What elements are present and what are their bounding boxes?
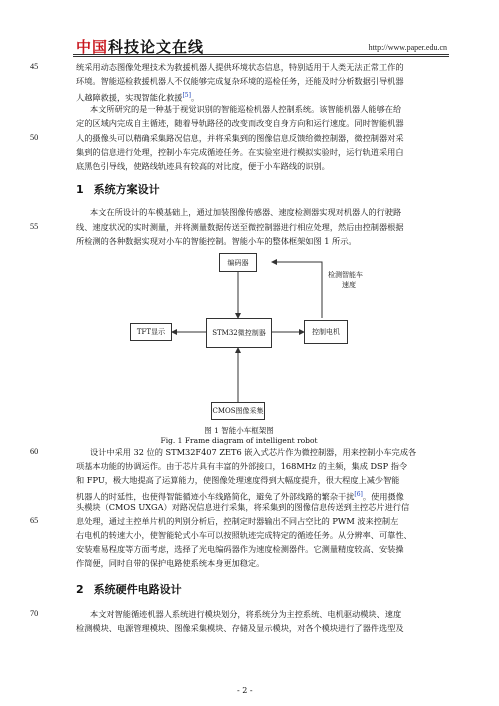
- body-line: 统采用动态图像处理技术为救援机器人提供环境状态信息，特别适用于人类无法正常工作的: [76, 62, 404, 72]
- body-line: 本文在所设计的车模基础上，通过加装图像传感器、速度检测器实现对机器人的行驶路: [90, 207, 402, 217]
- cmos-box: CMOS图像采集: [211, 402, 265, 420]
- section-number: 1: [76, 183, 84, 196]
- body-line: 所检测的各种数据实现对小车的智能控制。智能小车的整体框架如图 1 所示。: [76, 236, 357, 246]
- section-heading: [76, 581, 182, 597]
- body-line: 底黑色引导线，使路线轨迹具有较高的对比度，便于小车路线的识别。: [76, 161, 330, 171]
- body-line: 定的区域内完成自主循迹，随着导轨路径的改变而改变自身方向和运行速度。同时智能机器: [76, 118, 404, 128]
- body-line: [76, 489, 424, 503]
- body-line: 线、速度状况的实时测量，并将测量数据传送至微控制器进行相应处理，然后由控制器根据: [76, 222, 404, 232]
- body-line: 本文所研究的是一种基于视觉识别的智能巡检机器人控制系统。该智能机器人能够在给: [90, 104, 402, 114]
- section-title: 系统硬件电路设计: [93, 583, 182, 596]
- body-line: 头模块（CMOS UXGA）对路况信息进行采集，将采集到的图像信息传送到主控芯片进行信: [76, 502, 410, 512]
- body-line: 息处理，通过主控单片机的判别分析后，控制定时器输出不同占空比的 PWM 波来控制左: [76, 516, 399, 526]
- body-line: 环境。智能巡检救援机器人不仅能够完成复杂环境的巡检任务，还能及时分析数据引导机器: [76, 76, 404, 86]
- figure-caption-cn: 图 1 智能小车框架图: [204, 426, 274, 435]
- line-number: 45: [30, 62, 39, 71]
- body-line: 右电机的转速大小，使智能轮式小车可以按照轨迹完成特定的循迹任务。从分辨率、可靠性、: [76, 530, 412, 540]
- body-line: 集到的信息进行处理，控制小车完成循迹任务。在实验室进行模拟实验时，运行轨道采用白: [76, 147, 404, 157]
- body-text: 机器人的时延性，也使得智能循迹小车线路简化，避免了外部线路的繁杂干扰: [76, 491, 355, 502]
- body-line: 本文对智能循迹机器人系统进行模块划分，将系统分为主控系统、电机驱动模块、速度: [90, 609, 402, 619]
- body-line: 人越障救援，实现智能化救援[5]。: [76, 92, 200, 103]
- line-number: 50: [30, 133, 39, 142]
- body-line: 安装难易程度等方面考虑，选择了光电编码器作为速度检测器件。它测量精度较高、安装操: [76, 544, 404, 554]
- motor-box: 控制电机: [304, 320, 348, 344]
- body-text: 人越障救援，实现智能化救援: [76, 92, 183, 103]
- page-number: - 2 -: [237, 686, 253, 695]
- tft-display-box: TFT显示: [130, 323, 172, 341]
- encoder-box: 编码器: [219, 253, 257, 272]
- logo-red-text: 中国: [76, 38, 109, 56]
- figure-caption-en: Fig. 1 Frame diagram of intelligent robot: [160, 436, 318, 445]
- section-title: 系统方案设计: [93, 183, 160, 196]
- section-number: 2: [76, 583, 84, 596]
- line-number: 55: [30, 222, 39, 231]
- line-number: 70: [30, 609, 39, 618]
- body-line: 人的摄像头可以精确采集路况信息，并将采集到的图像信息反馈给微控制器，微控制器对采: [76, 133, 404, 143]
- body-line: 设计中采用 32 位的 STM32F407 ZET6 嵌入式芯片作为微控制器，用来控制小车完成各: [90, 447, 417, 457]
- citation-link[interactable]: [5]: [182, 92, 191, 99]
- header-url[interactable]: http://www.paper.edu.cn: [368, 43, 447, 52]
- mcu-box: STM32微控制器: [206, 318, 272, 348]
- body-line: 检测模块、电源管理模块、图像采集模块、存储及显示模块，对各个模块进行了器件选型及: [76, 623, 404, 633]
- body-text: 。使用摄像: [362, 491, 404, 502]
- line-number: 60: [30, 447, 39, 456]
- body-line: 作简便，同时自带的保护电路使系统本身更加稳定。: [76, 558, 265, 568]
- body-line: 和 FPU，极大地提高了运算能力，使图像处理速度得到大幅度提升，很大程度上减少智能: [76, 475, 400, 485]
- body-line: 项基本功能的协调运作。由于芯片具有丰富的外部接口，168MHz 的主频，集成 DSP 指令: [76, 461, 408, 471]
- citation-link[interactable]: [6]: [354, 491, 363, 498]
- line-number: 65: [30, 516, 39, 525]
- speed-detect-label: 检测智能车: [328, 271, 363, 279]
- logo-black-text: 科技论文在线: [108, 38, 205, 56]
- speed-detect-label: 速度: [342, 281, 356, 289]
